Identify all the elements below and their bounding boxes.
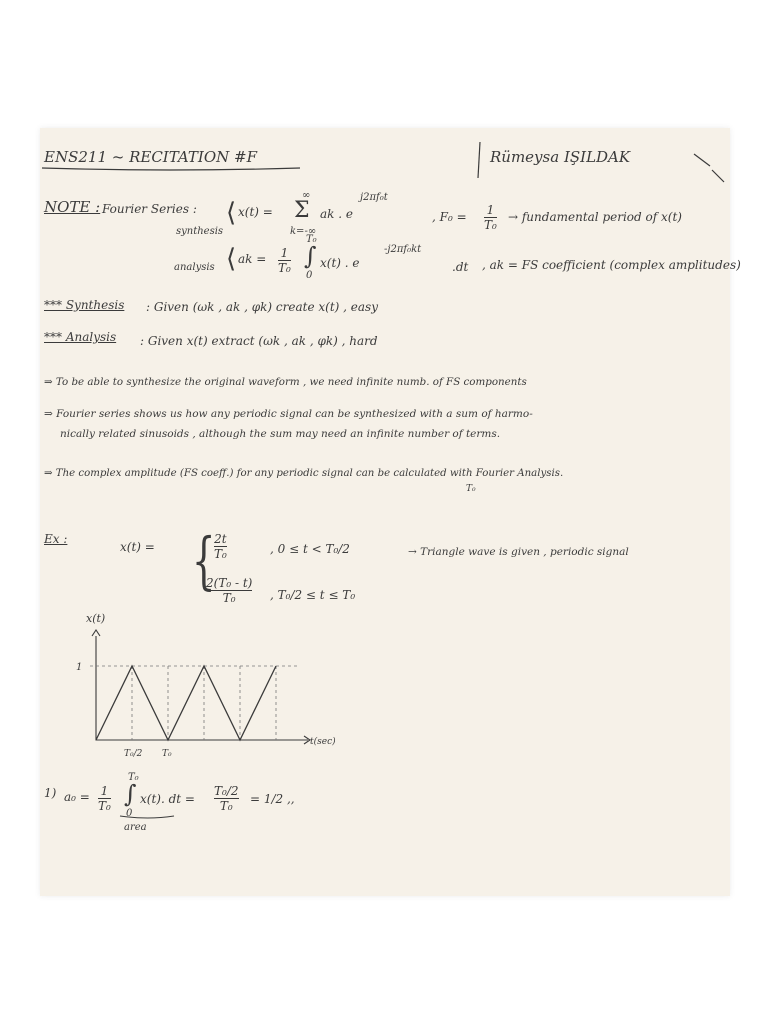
statement-line-3-subscript: T₀ bbox=[466, 484, 476, 494]
synthesis-bracket: ⟨ bbox=[226, 198, 237, 228]
example-label: Ex : bbox=[44, 532, 68, 546]
f0-lhs: , F₀ = bbox=[432, 210, 467, 224]
analysis-frac-den: T₀ bbox=[278, 261, 291, 275]
result-int-bottom: 0 bbox=[126, 808, 133, 819]
case1-note: → Triangle wave is given , periodic signal bbox=[408, 546, 629, 558]
note-label: NOTE : bbox=[44, 198, 101, 216]
result-answer: = 1/2 ,, bbox=[250, 792, 295, 806]
case2-den: T₀ bbox=[222, 591, 236, 605]
analysis-dt: .dt bbox=[452, 260, 469, 274]
case2-condition: , T₀/2 ≤ t ≤ T₀ bbox=[270, 588, 356, 602]
result-rhs-den: T₀ bbox=[219, 799, 233, 813]
case2-num: 2(T₀ - t) bbox=[206, 576, 253, 590]
result-frac-num: 1 bbox=[100, 784, 109, 798]
ak-description: , ak = FS coefficient (complex amplitudes) bbox=[482, 258, 741, 272]
piecewise-brace: { bbox=[191, 524, 216, 597]
y-axis-arrow bbox=[92, 630, 100, 636]
synthesis-bullet-text: : Given (ωk , ak , φk) create x(t) , easy bbox=[146, 300, 378, 314]
integral-bottom: 0 bbox=[306, 270, 313, 281]
graph-x-tick-period: T₀ bbox=[162, 749, 172, 759]
triangle-wave-graph bbox=[66, 606, 356, 766]
analysis-bullet-label: *** Analysis bbox=[44, 330, 117, 344]
result-step: 1) bbox=[44, 786, 57, 800]
analysis-lhs: ak = bbox=[238, 252, 267, 266]
analysis-tag: analysis bbox=[174, 262, 215, 273]
fourier-series-label: Fourier Series : bbox=[102, 202, 197, 216]
statement-line-1: ⇒ To be able to synthesize the original waveform , we need infinite numb. of FS components bbox=[44, 376, 527, 388]
graph-x-label: t(sec) bbox=[310, 737, 336, 747]
integral-symbol: ∫ bbox=[304, 242, 317, 270]
graph-y-tick: 1 bbox=[76, 662, 83, 673]
analysis-integrand: x(t) . e bbox=[320, 256, 360, 270]
course-title: ENS211 ~ RECITATION #F bbox=[44, 148, 258, 166]
result-frac-den: T₀ bbox=[98, 799, 111, 813]
graph-axes bbox=[96, 636, 308, 740]
case1-fraction bbox=[214, 532, 227, 561]
triangle-wave bbox=[96, 666, 276, 740]
result-area-label: area bbox=[124, 822, 147, 833]
synthesis-bullet-label: *** Synthesis bbox=[44, 298, 125, 312]
synthesis-lhs: x(t) = bbox=[238, 205, 273, 219]
result-a0: a₀ = bbox=[64, 790, 90, 804]
statement-line-3: ⇒ The complex amplitude (FS coeff.) for any periodic signal can be calculated with Fourier Analysis. bbox=[44, 468, 564, 479]
f0-description: → fundamental period of x(t) bbox=[508, 210, 682, 224]
integral-top: T₀ bbox=[306, 234, 317, 245]
case1-den: T₀ bbox=[214, 547, 227, 561]
result-integrand: x(t). dt = bbox=[140, 792, 195, 806]
analysis-bullet-text: : Given x(t) extract (ωk , ak , φk) , hard bbox=[140, 334, 378, 348]
analysis-exponent: -j2πf₀kt bbox=[384, 244, 422, 255]
result-rhs-num: T₀/2 bbox=[214, 784, 239, 798]
analysis-bracket: ⟨ bbox=[226, 244, 237, 274]
f0-den: T₀ bbox=[484, 218, 497, 232]
statement-line-2b: nically related sinusoids , although the sum may need an infinite number of terms. bbox=[60, 428, 501, 440]
result-rhs-fraction bbox=[214, 784, 239, 813]
f0-num: 1 bbox=[486, 203, 495, 217]
sum-top: ∞ bbox=[302, 190, 311, 201]
sum-bottom: k=-∞ bbox=[290, 226, 317, 237]
example-lhs: x(t) = bbox=[120, 540, 155, 554]
f0-fraction bbox=[484, 203, 497, 232]
graph-y-label: x(t) bbox=[86, 612, 106, 625]
case1-condition: , 0 ≤ t < T₀/2 bbox=[270, 542, 350, 556]
corner-mark bbox=[690, 148, 730, 188]
result-fraction bbox=[98, 784, 111, 813]
analysis-fraction bbox=[278, 246, 291, 275]
result-integral: ∫ bbox=[124, 780, 137, 808]
author-name: Rümeysa IŞILDAK bbox=[490, 148, 631, 166]
case2-fraction bbox=[206, 576, 252, 605]
result-int-top: T₀ bbox=[128, 772, 139, 783]
statement-line-2a: ⇒ Fourier series shows us how any periodic signal can be synthesized with a sum of harmo- bbox=[44, 408, 533, 420]
case1-num: 2t bbox=[214, 532, 227, 546]
sum-symbol: Σ bbox=[294, 198, 310, 223]
header-divider bbox=[470, 140, 490, 180]
synthesis-tag: synthesis bbox=[176, 226, 224, 237]
graph-x-tick-half: T₀/2 bbox=[124, 749, 143, 759]
analysis-frac-num: 1 bbox=[280, 246, 289, 260]
synthesis-exponent: j2πf₀t bbox=[360, 192, 388, 203]
synthesis-term: ak . e bbox=[320, 207, 353, 221]
title-underline bbox=[40, 162, 310, 174]
